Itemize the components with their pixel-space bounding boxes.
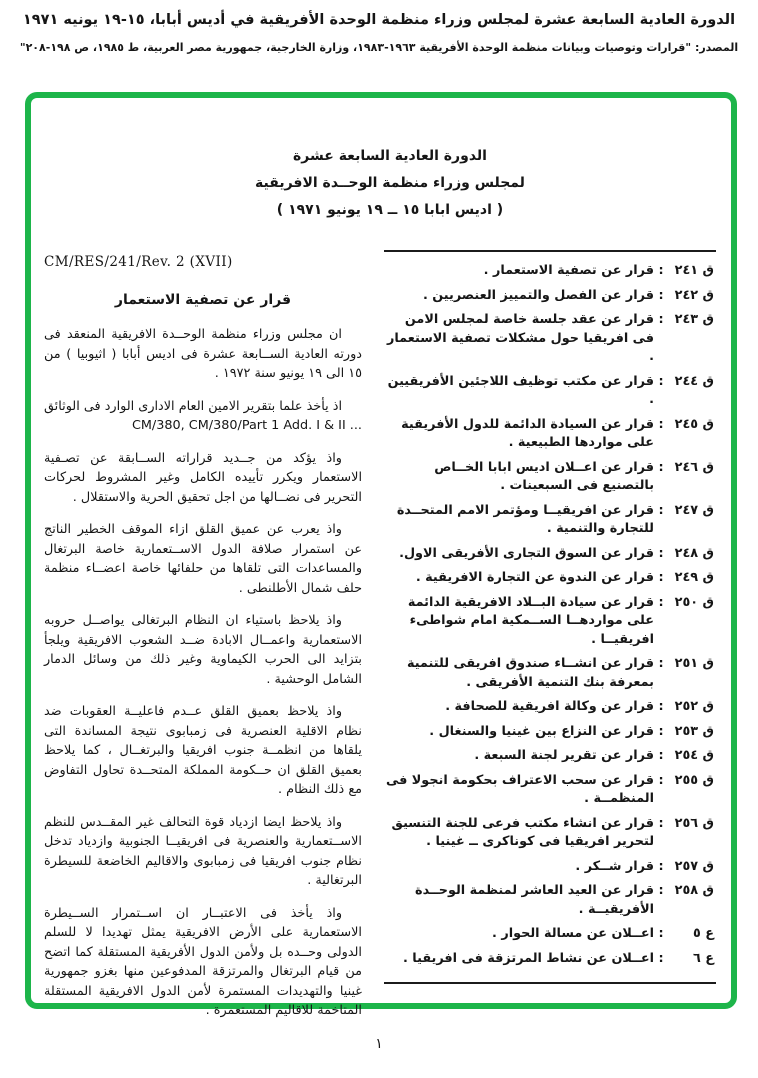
separator: : [658,287,664,303]
resolution-number: ق ٢٤١ [674,263,714,278]
session-title-line3: ( اديس ابابا ١٥ ــ ١٩ يونيو ١٩٧١ ) [276,202,504,218]
resolution-paragraph: واذ يلاحظ ايضا ازدياد قوة التحالف غير المقــدس للنظم الاســتعمارية والعنصرية فى افريقيــا الجنوبية وازدياد تدخل نظام جنوب افريقيا فى زمبابوى والاقاليم الخاضعة للسيطرة البرتغالية . [44,814,362,888]
session-title-block [60,143,720,224]
resolution-number: ق ٢٤٥ [674,416,714,432]
resolution-title: قرار عن الفصل والتمييز العنصريين . [422,287,654,303]
separator: : [658,723,664,739]
resolutions-index-column [384,250,716,984]
resolution-paragraph: واذ يعرب عن عميق القلق ازاء الموقف الخطير الناتج عن استمرار صلافة الدول الاســتعمارية خاصة البرتغال والمساعدات التى تلقاها من حلفائها خاصة اعضــاء منظمة حلف شمال الأطلنطى . [44,522,362,596]
separator: : [658,950,664,966]
resolution-title: قرار عن العيد العاشر لمنظمة الوحــدة الأفريقيــة . [415,883,654,917]
resolution-title: قرار عن انشــاء صندوق افريقى للتنمية بمعرفة بنك التنمية الأفريقى . [406,656,654,690]
document-reference: CM/RES/241/Rev. 2 (XVII) [44,254,233,270]
resolution-number: ق ٢٥٧ [674,858,714,874]
resolution-title: قرار عن افريقيــا ومؤتمر الامم المتحــدة للتجارة والتنمية . [396,502,654,536]
list-item [386,747,714,766]
declaration-title: اعــلان عن مسالة الحوار . [492,926,654,941]
separator: : [658,815,664,831]
resolution-paragraph: واذ يلاحظ بعميق القلق عــدم فاعليــة العقوبات ضد نظام الاقلية العنصرية فى زمبابوى نتيجة المساندة التى يلقاها من انظمــة جنوب افريقيا والبرتغــال ، كما يلاحظ بعميق القلق ان حــكومة المملكة المتحــدة تحاول التفاوض مع ذلك النظام . [44,704,362,797]
separator: : [658,416,664,432]
resolution-title: قرار عن اعــلان اديس ابابا الخــاص بالتصنيع فى السبعينات . [434,459,654,493]
resolution-number: ق ٢٥١ [674,656,714,671]
list-item [386,311,714,367]
list-item [386,594,714,650]
list-item [386,655,714,692]
session-title-line2: لمجلس وزراء منظمة الوحــدة الافريقية [255,175,525,191]
session-title-line1: الدورة العادية السابعة عشرة [293,148,487,164]
separator: : [658,459,664,475]
separator: : [658,656,664,671]
list-item [386,772,714,809]
resolution-title: قرار شــكر . [575,858,654,874]
declaration-number: ع ٦ [692,950,714,966]
list-item [386,815,714,852]
separator: : [658,926,664,941]
resolution-number: ق ٢٤٣ [674,312,714,327]
resolution-number: ق ٢٥٠ [674,594,714,610]
separator: : [658,570,664,585]
resolution-number: ق ٢٤٨ [674,545,714,561]
list-item [386,287,714,306]
declaration-number: ع ٥ [692,926,714,941]
list-item [386,925,714,944]
list-item [386,950,714,969]
list-item [386,545,714,564]
separator: : [658,312,664,327]
resolution-paragraph: ان مجلس وزراء منظمة الوحــدة الافريقية المنعقد فى دورته العادية الســابعة عشرة فى اديس أبابا ( اثيوبيا ) من ١٥ الى ١٩ يونيو سنة ١٩٧٢ . [44,327,362,381]
resolution-title: قرار عن عقد جلسة خاصة لمجلس الامن فى افريقيا حول مشكلات تصفية الاستعمار . [387,312,654,364]
resolution-title: قرار عن سيادة البــلاد الافريقية الدائمة على مواردهــا الســمكية امام شواطىء افريقيــا . [407,594,654,647]
resolution-title: قرار عن انشاء مكتب فرعى للجنة التنسيق لتحرير افريقيا فى كوناكرى ــ غينيا . [391,815,654,849]
document-header-source: المصدر: "قرارات وتوصيات وبيانات منظمة الوحدة الأفريقية ١٩٦٣-١٩٨٣، وزارة الخارجية، جمهورية مصر العربية، ط ١٩٨٥، ص ١٩٨-٢٠٨" [19,41,739,54]
resolution-column [44,254,362,1034]
separator: : [658,373,664,389]
list-item [386,858,714,877]
resolution-title: قرار عن الندوة عن التجارة الافريقية . [415,570,654,585]
list-item [386,723,714,742]
document-body [44,248,716,1018]
resolution-heading: قرار عن تصفية الاستعمار [114,292,292,308]
separator: : [658,772,664,788]
resolution-number: ق ٢٥٣ [674,723,714,739]
resolution-title: قرار عن تصفية الاستعمار . [483,263,654,278]
resolution-number: ق ٢٥٦ [674,815,714,831]
resolution-title: قرار عن النزاع بين غينيا والسنغال . [429,723,654,739]
separator: : [658,883,664,898]
resolution-number: ق ٢٤٦ [674,459,714,475]
list-item [386,569,714,588]
resolution-paragraph: واذ يأخذ فى الاعتبــار ان اســتمرار الســيطرة الاستعمارية على الأرض الافريقية يمثل تهديدا لا للسلم الدولى وحــده بل ولأمن الدول الأفريقية المستقلة كما اتضح من قيام البرتغال والمرتزقة المدفوعين منها بغزو جمهورية غينيا والتهديدات المستمرة لأمن الدول الافريقية المستقلة المتاخمة للاقاليم المستعمرة . [44,905,362,1018]
resolution-number: ق ٢٥٢ [674,699,714,714]
resolution-title: قرار عن مكتب توظيف اللاجئين الأفريقيين . [387,373,654,407]
resolution-number: ق ٢٤٢ [674,287,714,303]
document-header-title: الدورة العادية السابعة عشرة لمجلس وزراء منظمة الوحدة الأفريقية في أديس أبابا، ١٥-١٩ يونيه ١٩٧١ [22,12,736,28]
separator: : [658,594,664,610]
list-item [386,373,714,410]
resolution-number: ق ٢٥٤ [674,748,714,763]
page-number: ١ [375,1036,383,1052]
resolution-number: ق ٢٤٧ [674,502,714,518]
resolution-number: ق ٢٥٨ [674,883,714,898]
resolution-number: ق ٢٤٩ [674,570,714,585]
resolution-paragraph: اذ يأخذ علما بتقرير الامين العام الادارى الوارد فى الوثائق ... CM/380, CM/380/Part 1 Add. I & II [44,398,362,433]
list-item [386,416,714,453]
separator: : [658,545,664,561]
list-item [386,698,714,717]
declaration-title: اعــلان عن نشاط المرتزقة فى افريقيا . [402,950,654,966]
resolution-title: قرار عن تقرير لجنة السبعة . [474,748,654,763]
separator: : [658,748,664,763]
resolution-number: ق ٢٤٤ [674,373,714,389]
resolution-paragraph: واذ يؤكد من جــديد قراراته الســابقة عن تصـفية الاستعمار ويكرر تأييده الكامل وغير المشروط لحركات التحرير فى نضــالها من اجل تحقيق الحرية والاستقلال . [44,450,362,505]
separator: : [658,263,664,278]
list-item [386,459,714,496]
resolution-title: قرار عن سحب الاعتراف بحكومة انجولا فى المنظمــة . [386,772,654,806]
list-item [386,502,714,539]
resolution-number: ق ٢٥٥ [674,772,714,788]
list-item [386,882,714,919]
resolutions-index-list [384,250,716,984]
resolution-title: قرار عن السوق التجارى الأفريقى الاول. [399,545,654,561]
resolution-title: قرار عن السيادة الدائمة للدول الأفريقية على مواردها الطبيعية . [401,416,654,450]
resolution-title: قرار عن وكالة افريقية للصحافة . [445,699,654,714]
resolution-paragraph: واذ يلاحظ باستياء ان النظام البرتغالى يواصــل حروبه الاستعمارية واعمــال الابادة ضــد الشعوب الافريقية ويلجأ بتزايد الى الحرب الكيماوية وغير ذلك من وسائل الدمار الشامل الوحشية . [44,613,362,687]
separator: : [658,502,664,518]
list-item [386,262,714,281]
separator: : [658,699,664,714]
separator: : [658,858,664,874]
